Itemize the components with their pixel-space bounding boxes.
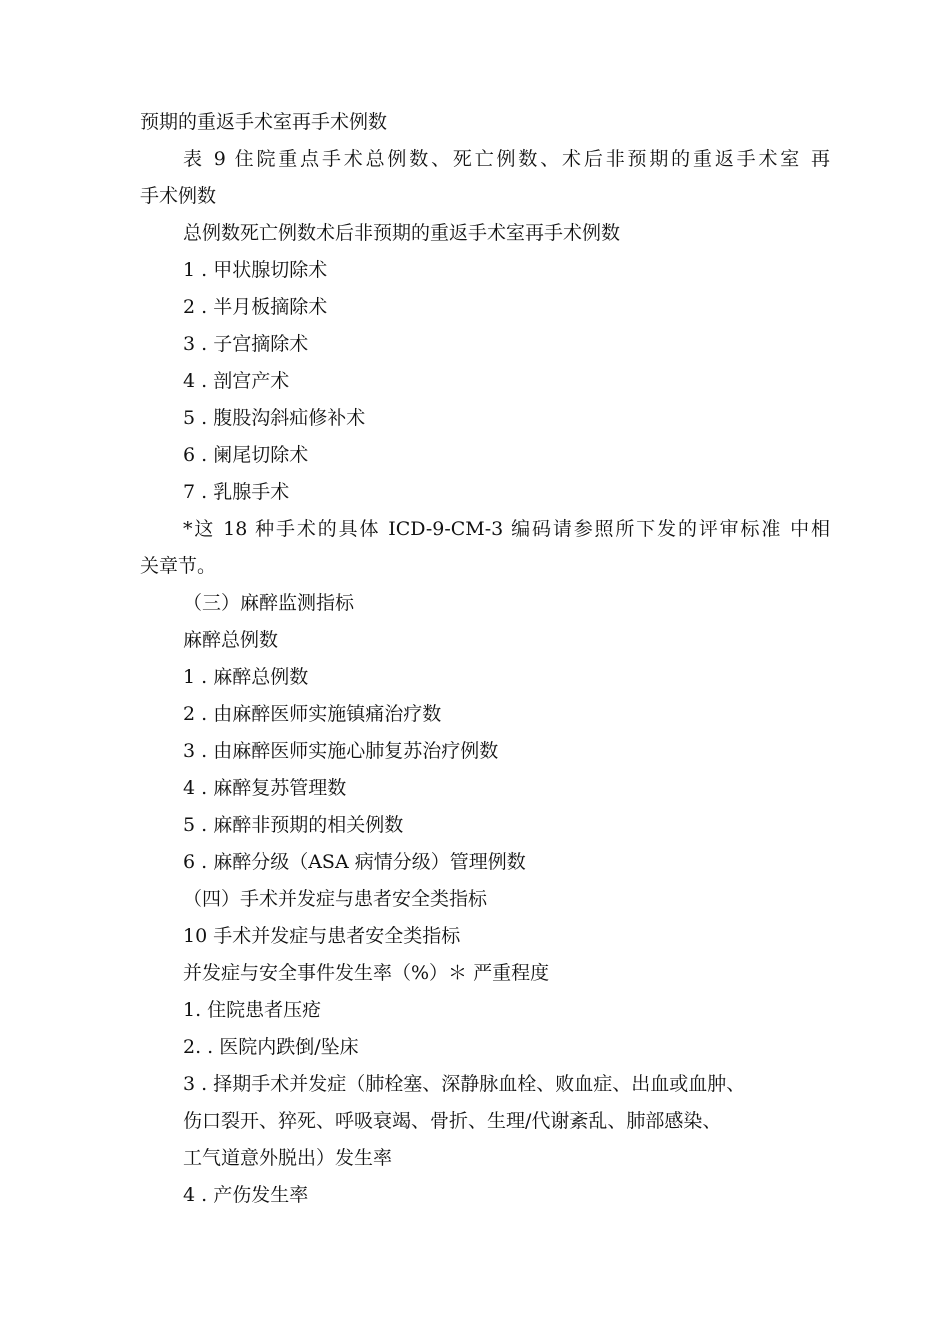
list-item: 5 . 麻醉非预期的相关例数 [183,814,404,836]
list-item: 4 . 产伤发生率 [183,1184,309,1206]
list-item: 4 . 麻醉复苏管理数 [183,777,347,799]
list-item: 1 . 甲状腺切除术 [183,259,328,281]
section-heading: （四）手术并发症与患者安全类指标 [183,888,488,910]
list-item: 1. 住院患者压疮 [183,999,322,1021]
list-item: 6 . 麻醉分级（ASA 病情分级）管理例数 [183,851,526,873]
table-caption-continuation: 手术例数 [140,185,217,207]
table-header-line: 并发症与安全事件发生率（%）＊ 严重程度 [183,962,550,984]
list-item: 5 . 腹股沟斜疝修补术 [183,407,366,429]
document-body [140,104,830,1214]
footnote-continuation: 关章节。 [140,555,217,577]
table-header-line: 总例数死亡例数术后非预期的重返手术室再手术例数 [183,222,621,244]
list-item: 2 . 由麻醉医师实施镇痛治疗数 [183,703,442,725]
list-item-continuation: 伤口裂开、猝死、呼吸衰竭、骨折、生理/代谢紊乱、肺部感染、 [183,1110,722,1132]
subheading: 麻醉总例数 [183,629,279,651]
table-caption-line: 10 手术并发症与患者安全类指标 [183,925,461,947]
list-item: 4 . 剖宫产术 [183,370,290,392]
list-item: 1 . 麻醉总例数 [183,666,309,688]
list-item: 3 . 由麻醉医师实施心肺复苏治疗例数 [183,740,499,762]
section-heading: （三）麻醉监测指标 [183,592,355,614]
list-item: 3 . 择期手术并发症（肺栓塞、深静脉血栓、败血症、出血或血肿、 [183,1073,746,1095]
list-item: 3 . 子宫摘除术 [183,333,309,355]
list-item: 2. . 医院内跌倒/坠床 [183,1036,359,1058]
list-item: 6 . 阑尾切除术 [183,444,309,466]
table-caption-line: 表 9 住院重点手术总例数、死亡例数、术后非预期的重返手术室 再 [183,148,830,170]
footnote-line: *这 18 种手术的具体 ICD-9-CM-3 编码请参照所下发的评审标准 中相 [183,518,830,540]
list-item: 2 . 半月板摘除术 [183,296,328,318]
list-item: 7 . 乳腺手术 [183,481,290,503]
text-line: 预期的重返手术室再手术例数 [140,111,388,133]
list-item-continuation: 工气道意外脱出）发生率 [183,1147,393,1169]
